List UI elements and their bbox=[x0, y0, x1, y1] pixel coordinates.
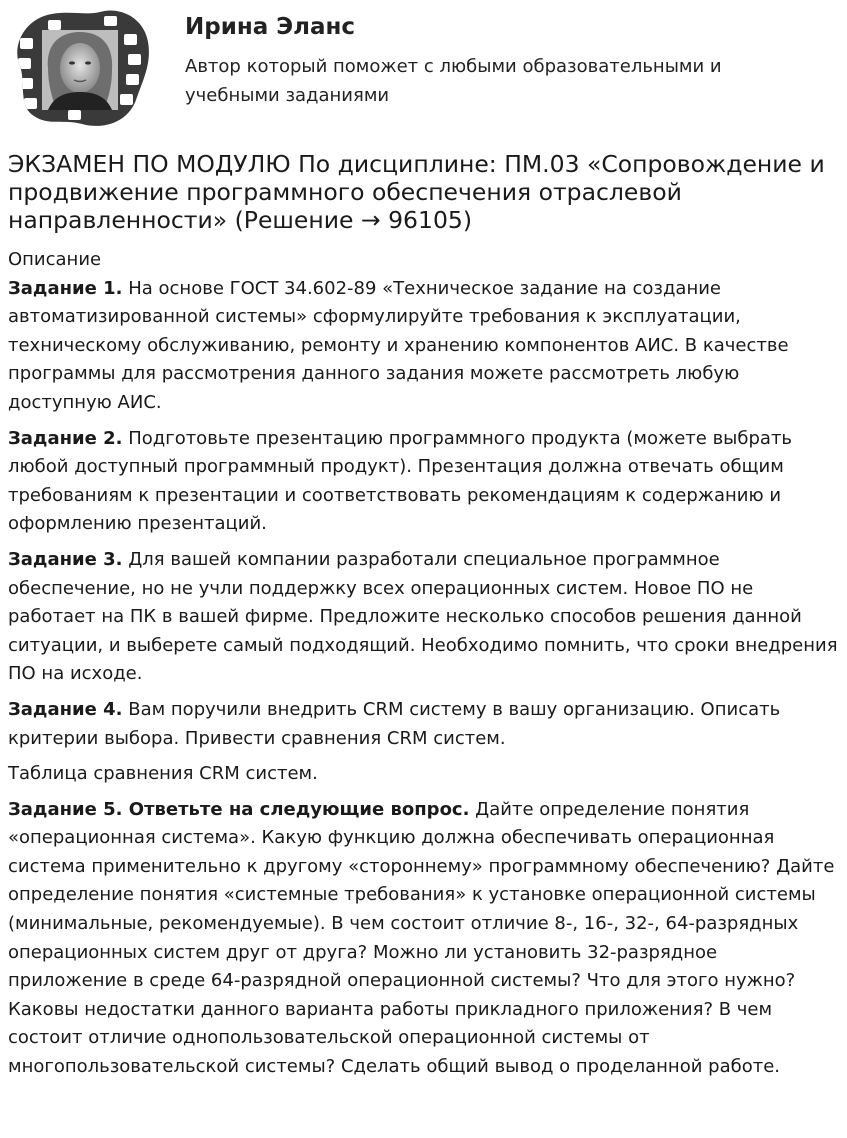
task-text: Подготовьте презентацию программного продукта (можете выбрать любой доступный программный продукт). Презентация должна отвечать общим требованиям к презентации и соответствовать рекомендациям к содержанию и оформлению презентаций. bbox=[8, 427, 793, 535]
task-text: Для вашей компании разработали специальное программное обеспечение, но не учли поддержку всех операционных систем. Новое ПО не работает на ПК в вашей фирме. Предложите несколько способов решения данной ситуации, и выберете самый подходящий. Необходимо помнить, что сроки внедрения ПО на исходе. bbox=[8, 548, 838, 685]
task-2 bbox=[8, 425, 840, 539]
task-text: Вам поручили внедрить CRM систему в вашу организацию. Описать критерии выбора. Привести сравнения CRM систем. bbox=[8, 698, 781, 749]
film-strip-portrait-icon bbox=[8, 8, 153, 128]
author-block bbox=[8, 8, 838, 130]
task-1 bbox=[8, 275, 840, 418]
task-5 bbox=[8, 796, 840, 1082]
description-label: Описание bbox=[8, 249, 102, 270]
page-title: ЭКЗАМЕН ПО МОДУЛЮ По дисциплине: ПМ.03 «Сопровождение и продвижение программного обеспечения отраслевой направленности» (Решение → 96105) bbox=[8, 150, 825, 234]
task-4 bbox=[8, 696, 840, 753]
task-text: Дайте определение понятия «операционная система». Какую функцию должна обеспечивать операционная система применительно к другому «стороннему» программному обеспечению? Дайте определение понятия «системные требования» к установке операционной системы (минимальные, рекомендуемые). В чем состоит отличие 8-, 16-, 32-, 64-разрядных операционных систем друг от друга? Можно ли установить 32-разрядное приложение в среде 64-разрядной операционной системы? Что для этого нужно? Каковы недостатки данного варианта работы прикладного приложения? В чем состоит отличие однопользовательской операционной системы от многопользовательской системы? Сделать общий вывод о проделанной работе. bbox=[8, 798, 835, 1078]
table-note: Таблица сравнения CRM систем. bbox=[8, 763, 318, 785]
task-label: Задание 2. bbox=[8, 427, 123, 449]
author-description: Автор который поможет с любыми образовательными и учебными заданиями bbox=[185, 56, 722, 106]
task-text: На основе ГОСТ 34.602-89 «Техническое задание на создание автоматизированной системы» сформулируйте требования к эксплуатации, техническому обслуживанию, ремонту и хранению компонентов АИС. В качестве программы для рассмотрения данного задания можете рассмотреть любую доступную АИС. bbox=[8, 277, 789, 413]
author-name: Ирина Эланс bbox=[185, 14, 356, 40]
task-3 bbox=[8, 546, 840, 689]
task-content bbox=[8, 246, 840, 1089]
task-label: Задание 5. Ответьте на следующие вопрос. bbox=[8, 798, 470, 820]
task-label: Задание 3. bbox=[8, 548, 123, 570]
task-label: Задание 1. bbox=[8, 277, 123, 299]
task-label: Задание 4. bbox=[8, 698, 123, 720]
